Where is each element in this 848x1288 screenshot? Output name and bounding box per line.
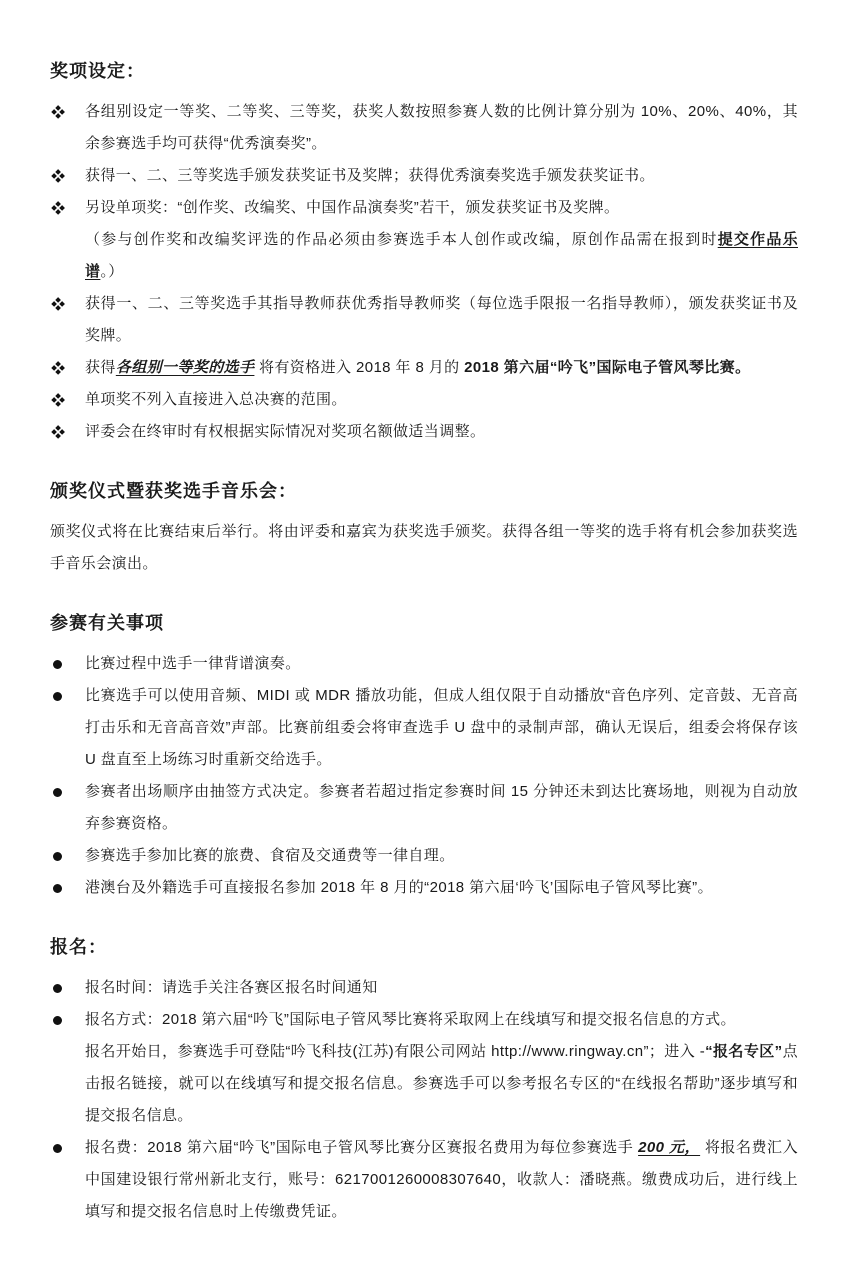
list-item [50, 384, 798, 416]
text-content [85, 103, 798, 152]
circle-bullet-icon [52, 648, 64, 680]
emphasized-text: “报名专区” [705, 1043, 783, 1060]
text-run: 各组别设定一等奖、二等奖、三等奖，获奖人数按照参赛人数的比例计算分别为 10%、20%、40%，其余参赛选手均可获得“优秀演奏奖”。 [85, 103, 798, 152]
text-content [50, 523, 798, 572]
list-item [50, 160, 798, 192]
text-content [85, 231, 798, 280]
text-run: 比赛过程中选手一律背谱演奏。 [85, 655, 301, 672]
circle-bullet-icon [52, 776, 64, 808]
emphasized-text: 提交作品乐谱 [85, 231, 798, 280]
diamond-bullet-icon [52, 192, 64, 224]
text-run: 评委会在终审时有权根据实际情况对奖项名额做适当调整。 [85, 423, 486, 440]
diamond-bullet-icon [52, 416, 64, 448]
text-content [85, 391, 347, 408]
diamond-bullet-icon [52, 160, 64, 192]
text-run: 报名时间：请选手关注各赛区报名时间通知 [85, 979, 378, 996]
circle-bullet-icon [52, 872, 64, 904]
text-content [85, 655, 301, 672]
text-run: 单项奖不列入直接进入总决赛的范围。 [85, 391, 347, 408]
text-run: 将有资格进入 2018 年 8 月的 [254, 359, 465, 376]
circle-bullet-icon [52, 840, 64, 872]
circle-bullet-icon [52, 680, 64, 712]
diamond-bullet-icon [52, 96, 64, 128]
emphasized-text: 各组别一等奖的选手 [115, 359, 255, 376]
text-run: （参与创作奖和改编奖评选的作品必须由参赛选手本人创作或改编，原创作品需在报到时 [85, 231, 718, 248]
list-item [50, 1132, 798, 1228]
circle-bullet-icon [52, 1004, 64, 1036]
text-content [85, 295, 798, 344]
text-run: 报名费：2018 第六届“吟飞”国际电子管风琴比赛分区赛报名费用为每位参赛选手 [85, 1139, 639, 1156]
emphasized-text: 200 元， [638, 1139, 701, 1156]
list-item [50, 680, 798, 776]
text-run: 将报名费汇入中国建设银行常州新北支行，账号：6217001260008307640，收款人：潘晓燕。缴费成功后，进行线上填写和提交报名信息时上传缴费凭证。 [85, 1139, 798, 1220]
text-run: 参赛者出场顺序由抽签方式决定。参赛者若超过指定参赛时间 15 分钟还未到达比赛场地，则视为自动放弃参赛资格。 [85, 783, 798, 832]
text-content [85, 1043, 798, 1124]
list-item [50, 840, 798, 872]
text-run: 比赛选手可以使用音频、MIDI 或 MDR 播放功能，但成人组仅限于自动播放“音色序列、定音鼓、无音高打击乐和无音高音效”声部。比赛前组委会将审查选手 U 盘中的录制声部，确认无误后，组委会将保存该 U 盘直至上场练习时重新交给选手。 [85, 687, 798, 768]
text-content [85, 979, 378, 996]
list-item [50, 416, 798, 448]
list-item [50, 972, 798, 1004]
section-1 [50, 58, 798, 448]
text-run: 报名方式：2018 第六届“吟飞”国际电子管风琴比赛将采取网上在线填写和提交报名信息的方式。 [85, 1011, 736, 1028]
list-item [50, 96, 798, 160]
text-run: 获得一、二、三等奖选手颁发获奖证书及奖牌；获得优秀演奏奖选手颁发获奖证书。 [85, 167, 655, 184]
emphasized-text: 2018 第六届“吟飞”国际电子管风琴比赛。 [464, 359, 751, 376]
section-2 [50, 478, 798, 580]
text-content [85, 847, 455, 864]
text-content [85, 783, 798, 832]
list-item [50, 872, 798, 904]
section-heading: 参赛有关事项 [50, 613, 164, 633]
text-run: 报名开始日，参赛选手可登陆“吟飞科技(江苏)有限公司网站 http://www.ringway.cn”；进入 - [85, 1043, 706, 1060]
diamond-bullet-icon [52, 352, 64, 384]
text-run: 。） [100, 263, 124, 280]
paragraph [50, 516, 798, 580]
circle-bullet-icon [52, 1132, 64, 1164]
text-run: 另设单项奖：“创作奖、改编奖、中国作品演奏奖”若干，颁发获奖证书及奖牌。 [85, 199, 620, 216]
list-item [50, 648, 798, 680]
text-run: 获得 [85, 359, 116, 376]
list-item [50, 352, 798, 384]
text-content [85, 879, 713, 896]
text-run: 颁奖仪式将在比赛结束后举行。将由评委和嘉宾为获奖选手颁奖。获得各组一等奖的选手将有机会参加获奖选手音乐会演出。 [50, 523, 798, 572]
text-content [85, 359, 750, 376]
list-item [50, 288, 798, 352]
section-3 [50, 610, 798, 904]
text-run: 参赛选手参加比赛的旅费、食宿及交通费等一律自理。 [85, 847, 455, 864]
text-content [85, 687, 798, 768]
list-item [50, 776, 798, 840]
document-content [50, 58, 798, 1228]
list-item [50, 192, 798, 224]
text-content [85, 1139, 798, 1220]
text-run: 港澳台及外籍选手可直接报名参加 2018 年 8 月的“2018 第六届‘吟飞’国际电子管风琴比赛”。 [85, 879, 713, 896]
list-item [50, 1004, 798, 1036]
diamond-bullet-icon [52, 288, 64, 320]
text-run: 点击报名链接，就可以在线填写和提交报名信息。参赛选手可以参考报名专区的“在线报名帮助”逐步填写和提交报名信息。 [85, 1043, 798, 1124]
paragraph [50, 1036, 798, 1132]
circle-bullet-icon [52, 972, 64, 1004]
text-content [85, 167, 655, 184]
section-heading: 报名： [50, 937, 107, 957]
text-content [85, 1011, 736, 1028]
section-heading: 奖项设定： [50, 61, 145, 81]
section-heading: 颁奖仪式暨获奖选手音乐会： [50, 481, 297, 501]
text-content [85, 423, 485, 440]
text-run: 获得一、二、三等奖选手其指导教师获优秀指导教师奖（每位选手限报一名指导教师），颁发获奖证书及奖牌。 [85, 295, 798, 344]
paragraph [50, 224, 798, 288]
text-content [85, 199, 619, 216]
diamond-bullet-icon [52, 384, 64, 416]
section-4 [50, 934, 798, 1228]
